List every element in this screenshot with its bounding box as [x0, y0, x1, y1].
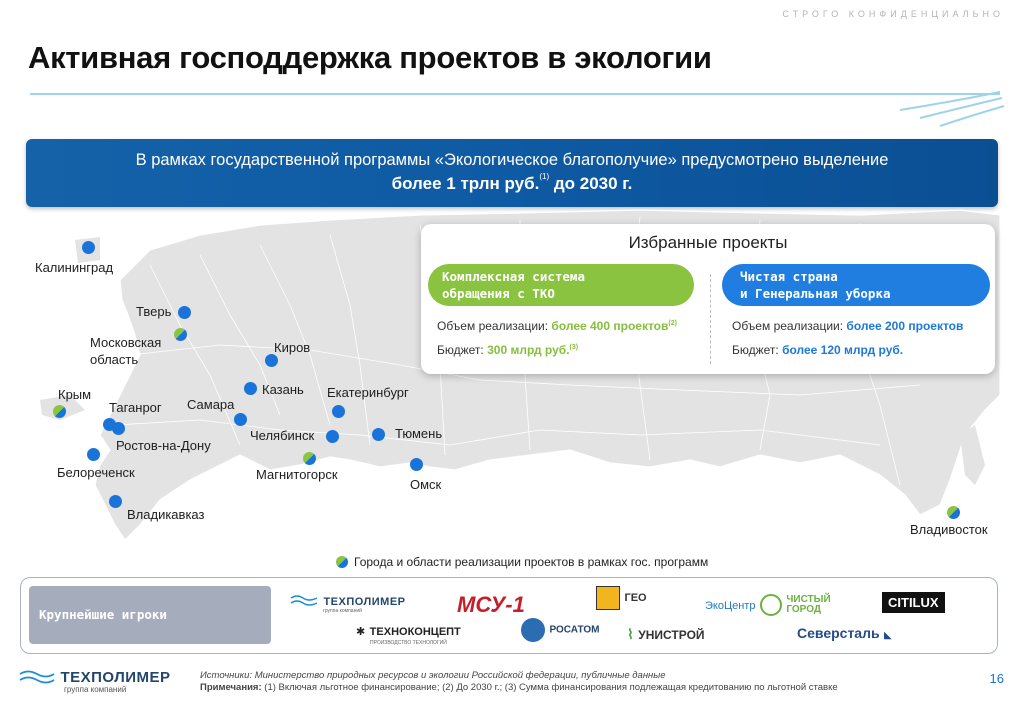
- panel-title: Избранные проекты: [628, 233, 788, 252]
- project-pill-tko: [428, 264, 694, 306]
- clean-volume-row: [732, 319, 963, 333]
- techpolymer-waves-icon: [289, 593, 319, 607]
- city-label-tver: Тверь: [136, 304, 172, 319]
- clean-budget-value: более 120 млрд руб.: [782, 343, 904, 357]
- logo-citilux: CITILUX: [882, 592, 945, 613]
- city-dot-magnitogorsk: [303, 452, 316, 465]
- logo-rosatom: [521, 618, 599, 642]
- city-dot-crimea: [53, 405, 66, 418]
- city-label-kazan: Казань: [262, 382, 304, 397]
- project-clean-name-1: Чистая страна: [740, 269, 838, 284]
- logo-msu1: МСУ-1: [457, 592, 525, 617]
- clean-city-text-2: ГОРОД: [786, 604, 821, 615]
- footer-waves-icon: [18, 669, 56, 685]
- clean-volume-value: более 200 проектов: [846, 319, 964, 333]
- key-players-label: Крупнейшие игроки: [29, 586, 271, 644]
- sources-line: [200, 670, 666, 682]
- header-decoration: [0, 84, 1024, 134]
- city-dot-rostov: [112, 422, 125, 435]
- geo-square-icon: [596, 586, 620, 610]
- city-dot-kazan: [244, 382, 257, 395]
- clean-volume-label: Объем реализации:: [732, 319, 847, 333]
- city-label-moscow-oblast: Московская область: [90, 335, 162, 367]
- project-clean-name-2: и Генеральная уборка: [740, 286, 891, 301]
- sources-label: Источники:: [200, 670, 255, 681]
- tko-volume-footnote: (2): [668, 320, 677, 327]
- tko-volume-value: более 400 проектов: [551, 319, 669, 333]
- notes-label: Примечания:: [200, 682, 265, 693]
- city-label-vladivostok: Владивосток: [910, 522, 988, 537]
- unistroy-text: УНИСТРОЙ: [638, 628, 705, 642]
- rosatom-atom-icon: [521, 618, 545, 642]
- rosatom-text: РОСАТОМ: [549, 624, 600, 636]
- page-title: Активная господдержка проектов в экологии: [28, 40, 712, 75]
- globe-icon: [760, 594, 782, 616]
- city-label-samara: Самара: [187, 397, 235, 412]
- program-banner: [26, 139, 998, 207]
- severstal-triangle-icon: ◣: [884, 630, 892, 641]
- city-label-tyumen: Тюмень: [395, 426, 443, 441]
- unistroy-leaf-icon: ⌇: [627, 626, 634, 642]
- clean-budget-label: Бюджет:: [732, 343, 783, 357]
- city-label-kaliningrad: Калининград: [35, 260, 114, 275]
- city-dot-tver: [178, 306, 191, 319]
- tko-budget-label: Бюджет:: [437, 343, 488, 357]
- technokoncept-text: ТЕХНОКОНЦЕПТ: [369, 626, 461, 638]
- tko-budget-row: [437, 343, 578, 357]
- city-dot-tyumen: [372, 428, 385, 441]
- city-dot-vladikavkaz: [109, 495, 122, 508]
- clean-budget-row: [732, 343, 903, 357]
- confidential-label: СТРОГО КОНФИДЕНЦИАЛЬНО: [782, 9, 1004, 19]
- logo-technokoncept: [356, 622, 461, 646]
- city-label-belorechensk: Белореченск: [57, 465, 135, 480]
- city-dot-belorechensk: [87, 448, 100, 461]
- techpolymer-text: ТЕХПОЛИМЕР: [323, 596, 406, 608]
- city-dot-yekaterinburg: [332, 405, 345, 418]
- city-dot-vladivostok: [947, 506, 960, 519]
- severstal-text: Северсталь: [797, 625, 880, 641]
- logo-unistroy: [627, 626, 705, 644]
- technokoncept-sub: ПРОИЗВОДСТВО ТЕХНОЛОГИЙ: [370, 640, 447, 646]
- notes-line: [200, 682, 838, 694]
- banner-text: В рамках государственной программы «Экологическое благополучие» предусмотрено выделение: [135, 151, 889, 169]
- city-dot-kaliningrad: [82, 241, 95, 254]
- tko-budget-footnote: (3): [569, 344, 579, 351]
- banner-footnote: (1): [539, 172, 550, 182]
- page-number: 16: [989, 671, 1004, 686]
- city-label-omsk: Омск: [410, 477, 442, 492]
- clean-city-text-1: ЧИСТЫЙ: [786, 594, 831, 605]
- project-tko-name-1: Комплексная система: [442, 269, 585, 284]
- city-label-yekaterinburg: Екатеринбург: [327, 385, 409, 400]
- legend-text: Города и области реализации проектов в рамках гос. программ: [354, 555, 709, 569]
- legend-dot-icon: [336, 556, 348, 568]
- map-legend: [336, 555, 708, 569]
- geo-text: ГЕО: [624, 592, 647, 604]
- tko-volume-label: Объем реализации:: [437, 319, 552, 333]
- city-label-rostov: Ростов-на-Дону: [116, 438, 211, 453]
- city-label-taganrog: Таганрог: [109, 400, 162, 415]
- city-dot-chelyabinsk: [326, 430, 339, 443]
- city-label-magnitogorsk: Магнитогорск: [256, 467, 338, 482]
- techpolymer-sub: группа компаний: [323, 608, 362, 614]
- footer-logo-sub: группа компаний: [64, 685, 127, 694]
- tko-volume-row: [437, 319, 677, 333]
- footer-logo-text: ТЕХПОЛИМЕР: [60, 669, 171, 686]
- ecocenter-text: ЭкоЦентр: [705, 600, 756, 613]
- featured-projects-panel: [421, 224, 995, 374]
- project-pill-clean-country: [722, 264, 990, 306]
- key-players-panel: [20, 577, 998, 654]
- sources-text: Министерство природных ресурсов и экологии Российской федерации, публичные данные: [254, 670, 666, 681]
- logo-geo: [596, 586, 647, 610]
- tko-budget-value: 300 млрд руб.: [487, 343, 570, 357]
- logo-ecocenter-clean-city: [705, 594, 831, 616]
- banner-date: до 2030 г.: [549, 174, 633, 193]
- city-label-crimea: Крым: [58, 387, 92, 402]
- city-dot-samara: [234, 413, 247, 426]
- logo-severstal: [797, 625, 892, 643]
- footer-logo-techpolymer: [18, 669, 171, 694]
- city-dot-omsk: [410, 458, 423, 471]
- city-label-chelyabinsk: Челябинск: [250, 428, 315, 443]
- logo-techpolymer: [289, 592, 406, 614]
- city-label-kirov: Киров: [274, 340, 311, 355]
- banner-amount: более 1 трлн руб.: [391, 174, 540, 193]
- city-label-vladikavkaz: Владикавказ: [127, 507, 205, 522]
- city-dot-kirov: [265, 354, 278, 367]
- banner-highlight: [26, 174, 998, 194]
- panel-divider: [710, 274, 711, 364]
- notes-text: (1) Включая льготное финансирование; (2) До 2030 г.; (3) Сумма финансирования подлежащая кредитованию по льготной ставке: [264, 682, 838, 693]
- technokoncept-star-icon: ✱: [356, 626, 366, 638]
- project-tko-name-2: обращения с ТКО: [442, 286, 555, 301]
